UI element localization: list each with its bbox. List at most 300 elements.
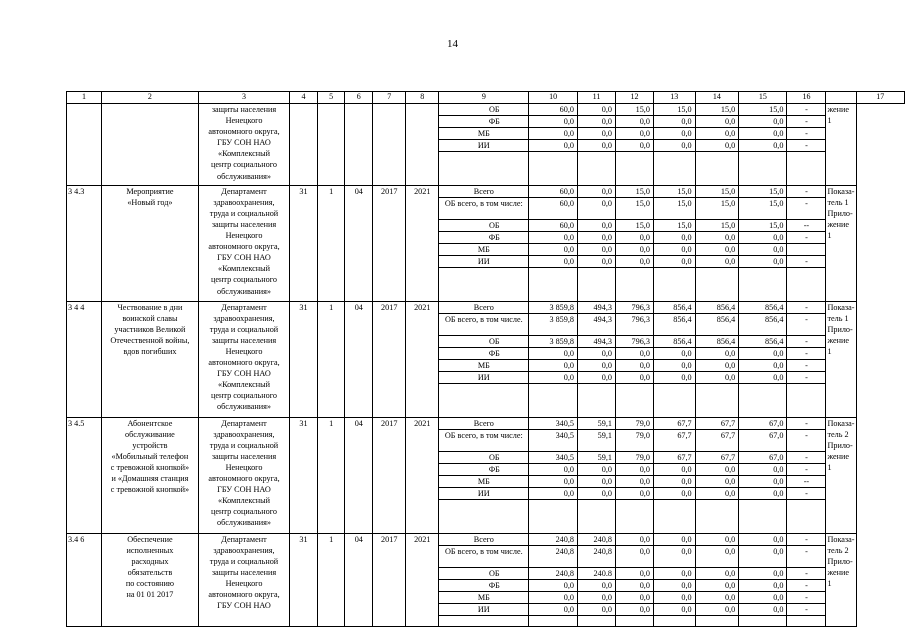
amount-cell: 0,0 (615, 567, 653, 579)
indicator-cell-line: Прило- (827, 208, 853, 218)
amount-cell: 0,0 (653, 232, 695, 244)
table-row (67, 533, 905, 545)
activity-name-cell-line: «Мобильный телефон (111, 451, 189, 461)
activity-name-cell (101, 185, 198, 301)
amount-cell: 494,3 (578, 313, 616, 335)
activity-name-cell-line: с тревожной кнопкой» (110, 462, 190, 472)
indicator-cell (826, 417, 856, 533)
mark-cell: - (787, 360, 826, 372)
amount-cell: 15,0 (653, 104, 695, 116)
funding-source-cell: ОБ (439, 219, 529, 231)
amount-cell: 0,0 (739, 604, 787, 616)
indicator-cell (826, 301, 856, 417)
mark-cell: - (787, 116, 826, 128)
executor-cell-line: здравоохранения, (213, 313, 275, 323)
funding-source-cell: ОБ всего, в том числе: (439, 429, 529, 451)
amount-cell: 0,0 (578, 592, 616, 604)
mark-cell: - (787, 417, 826, 429)
amount-cell: 0,0 (578, 232, 616, 244)
funding-source-cell: МБ (439, 244, 529, 256)
executor-cell-line: ГБУ СОН НАО (217, 601, 271, 611)
executor-cell-line: Ненецкого (225, 347, 263, 356)
amount-cell: 0,0 (529, 476, 578, 488)
code-cell-c8: 2021 (406, 533, 439, 627)
amount-cell: 15,0 (695, 219, 739, 231)
amount-cell: 0,0 (578, 140, 616, 152)
activity-code-cell (67, 104, 102, 186)
mark-cell: - (787, 313, 826, 335)
amount-cell: 0,0 (615, 140, 653, 152)
filler-cell (529, 500, 578, 533)
funding-source-cell: МБ (439, 128, 529, 140)
executor-cell (198, 417, 289, 533)
amount-cell: 0,0 (739, 567, 787, 579)
funding-source-cell: ОБ всего, в том числе. (439, 545, 529, 567)
amount-cell: 0,0 (615, 463, 653, 475)
funding-source-cell: ОБ (439, 335, 529, 347)
mark-cell: - (787, 592, 826, 604)
amount-cell: 0,0 (529, 116, 578, 128)
amount-cell: 15,0 (739, 219, 787, 231)
amount-cell: 0,0 (578, 256, 616, 268)
amount-cell: 0,0 (653, 579, 695, 591)
column-number-cell: 6 (345, 92, 373, 104)
amount-cell: 0,0 (529, 372, 578, 384)
amount-cell: 0,0 (578, 579, 616, 591)
amount-cell: 0,0 (578, 463, 616, 475)
funding-source-cell: ОБ (439, 451, 529, 463)
executor-cell-line: автономного округа, (208, 127, 280, 137)
mark-cell: - (787, 463, 826, 475)
executor-cell-line: обслуживания» (216, 286, 271, 296)
amount-cell: 0,0 (695, 232, 739, 244)
mark-cell: - (787, 301, 826, 313)
amount-cell: 0,0 (695, 488, 739, 500)
column-number-cell: 12 (615, 92, 653, 104)
indicator-cell-line: Прило- (827, 556, 853, 566)
activity-name-cell (101, 417, 198, 533)
funding-source-cell: ФБ (439, 116, 529, 128)
amount-cell: 0,0 (529, 256, 578, 268)
amount-cell: 0,0 (578, 372, 616, 384)
executor-cell (198, 185, 289, 301)
executor-cell (198, 533, 289, 627)
amount-cell: 856,4 (653, 335, 695, 347)
amount-cell: 796,3 (615, 301, 653, 313)
executor-cell-line: автономного округа, (208, 358, 280, 368)
amount-cell: 0,0 (695, 256, 739, 268)
code-cell-c7: 2017 (373, 533, 406, 627)
filler-cell (695, 384, 739, 417)
executor-cell-line: центр социального (211, 507, 277, 517)
amount-cell: 0,0 (529, 592, 578, 604)
executor-cell-line: «Комплексный (217, 264, 271, 274)
filler-cell (739, 616, 787, 627)
column-number-cell: 16 (787, 92, 826, 104)
column-number-cell: 3 (198, 92, 289, 104)
filler-cell (439, 268, 529, 301)
amount-cell: 15,0 (615, 219, 653, 231)
executor-cell-line: Ненецкого (225, 578, 263, 588)
executor-cell (198, 301, 289, 417)
column-number-cell: 1 (67, 92, 102, 104)
amount-cell: 15,0 (615, 185, 653, 197)
amount-cell: 494,3 (578, 301, 616, 313)
executor-cell-line: автономного округа, (208, 474, 280, 484)
amount-cell: 0,0 (739, 116, 787, 128)
amount-cell: 0,0 (739, 488, 787, 500)
amount-cell: 0,0 (615, 360, 653, 372)
filler-cell (578, 384, 616, 417)
funding-source-cell: Всего (439, 301, 529, 313)
executor-cell-line: обслуживания» (216, 402, 271, 412)
amount-cell: 0,0 (615, 604, 653, 616)
funding-source-cell: ОБ всего, в том числе: (439, 197, 529, 219)
indicator-cell (826, 533, 856, 627)
amount-cell: 0,0 (653, 604, 695, 616)
code-cell-c5: 1 (317, 301, 345, 417)
amount-cell: 0,0 (739, 140, 787, 152)
filler-cell (529, 384, 578, 417)
indicator-cell-line: Показа- (827, 186, 855, 196)
mark-cell: - (787, 197, 826, 219)
filler-cell (615, 500, 653, 533)
executor-cell-line: Ненецкого (225, 462, 263, 472)
code-cell-c7: 2017 (373, 301, 406, 417)
amount-cell: 0,0 (615, 579, 653, 591)
code-cell-c7 (373, 104, 406, 186)
filler-cell (615, 152, 653, 185)
amount-cell: 240,8 (578, 533, 616, 545)
code-cell-c4: 31 (290, 533, 318, 627)
amount-cell: 0,0 (578, 604, 616, 616)
filler-cell (787, 268, 826, 301)
code-cell-c6: 04 (345, 301, 373, 417)
funding-source-cell: ФБ (439, 463, 529, 475)
amount-cell: 3 859,8 (529, 313, 578, 335)
indicator-cell-line: Показа- (827, 418, 855, 428)
executor-cell-line: Департамент (221, 418, 267, 428)
code-cell-c8: 2021 (406, 417, 439, 533)
activity-name-cell (101, 104, 198, 186)
funding-source-cell: МБ (439, 476, 529, 488)
code-cell-c7: 2017 (373, 185, 406, 301)
mark-cell: - (787, 604, 826, 616)
amount-cell: 0,0 (529, 604, 578, 616)
executor-cell-line: «Комплексный (217, 380, 271, 390)
amount-cell: 0,0 (529, 244, 578, 256)
amount-cell: 67,0 (739, 429, 787, 451)
executor-cell-line: Ненецкого (225, 231, 263, 241)
activity-code-cell: 3 4.5 (67, 417, 102, 533)
amount-cell: 0,0 (653, 545, 695, 567)
amount-cell: 0,0 (653, 476, 695, 488)
code-cell-c5: 1 (317, 533, 345, 627)
amount-cell: 0,0 (578, 116, 616, 128)
funding-source-cell: ОБ (439, 104, 529, 116)
activity-name-cell-line: воинской славы (122, 313, 178, 323)
amount-cell: 0,0 (615, 592, 653, 604)
activity-name-cell-line: Отечественной войны, (110, 335, 190, 345)
filler-cell (578, 152, 616, 185)
table-row (67, 417, 905, 429)
indicator-cell-line: тель 1 (827, 197, 849, 207)
amount-cell: 0,0 (695, 545, 739, 567)
amount-cell: 0,0 (739, 244, 787, 256)
amount-cell: 0,0 (615, 488, 653, 500)
filler-cell (439, 500, 529, 533)
funding-source-cell: ФБ (439, 348, 529, 360)
code-cell-c6: 04 (345, 533, 373, 627)
column-number-cell: 13 (653, 92, 695, 104)
amount-cell: 60,0 (529, 197, 578, 219)
filler-cell (787, 616, 826, 627)
filler-cell (439, 384, 529, 417)
activity-name-cell (101, 301, 198, 417)
code-cell-c5: 1 (317, 185, 345, 301)
amount-cell: 0,0 (739, 360, 787, 372)
funding-source-cell: ИИ (439, 372, 529, 384)
mark-cell: -- (787, 219, 826, 231)
filler-cell (615, 384, 653, 417)
activity-name-cell-line: и «Домашняя станция (111, 474, 189, 484)
amount-cell: 0,0 (615, 116, 653, 128)
amount-cell: 856,4 (695, 313, 739, 335)
amount-cell: 0,0 (615, 256, 653, 268)
executor-cell-line: защиты населения (211, 567, 277, 577)
amount-cell: 3 859,8 (529, 335, 578, 347)
activity-name-cell-line: Чествование в дни (117, 302, 183, 312)
table-row (67, 104, 905, 116)
filler-cell (739, 500, 787, 533)
amount-cell: 67,0 (739, 451, 787, 463)
amount-cell: 0,0 (695, 360, 739, 372)
amount-cell: 240,8 (529, 567, 578, 579)
code-cell-c6: 04 (345, 185, 373, 301)
amount-cell: 67,7 (653, 429, 695, 451)
amount-cell: 0,0 (739, 545, 787, 567)
amount-cell: 0,0 (578, 219, 616, 231)
amount-cell: 0,0 (578, 488, 616, 500)
amount-cell: 15,0 (653, 185, 695, 197)
amount-cell: 79,0 (615, 451, 653, 463)
amount-cell: 0,0 (695, 604, 739, 616)
filler-cell (439, 152, 529, 185)
mark-cell: - (787, 372, 826, 384)
funding-source-cell: ИИ (439, 604, 529, 616)
amount-cell: 240,8 (578, 545, 616, 567)
amount-cell: 0,0 (653, 116, 695, 128)
executor-cell-line: здравоохранения, (213, 429, 275, 439)
amount-cell: 240,8 (529, 545, 578, 567)
mark-cell: - (787, 533, 826, 545)
column-number-cell: 17 (856, 92, 904, 104)
amount-cell: 0,0 (653, 128, 695, 140)
funding-source-cell: МБ (439, 592, 529, 604)
amount-cell: 15,0 (615, 104, 653, 116)
amount-cell: 0,0 (653, 463, 695, 475)
executor-cell-line: здравоохранения, (213, 197, 275, 207)
indicator-cell (826, 104, 856, 186)
amount-cell: 0,0 (739, 463, 787, 475)
activity-code-cell: 3.4 6 (67, 533, 102, 627)
funding-source-cell: ИИ (439, 140, 529, 152)
funding-source-cell: Всего (439, 533, 529, 545)
amount-cell: 60,0 (529, 185, 578, 197)
amount-cell: 0,0 (615, 232, 653, 244)
code-cell-c4 (290, 104, 318, 186)
amount-cell: 340,5 (529, 417, 578, 429)
amount-cell: 0,0 (615, 372, 653, 384)
code-cell-c4: 31 (290, 185, 318, 301)
filler-cell (653, 152, 695, 185)
filler-cell (529, 616, 578, 627)
column-number-cell: 11 (578, 92, 616, 104)
activity-name-cell-line: по состоянию (125, 578, 174, 588)
indicator-cell-line: тель 2 (827, 429, 849, 439)
amount-cell: 0,0 (695, 533, 739, 545)
column-number-cell: 5 (317, 92, 345, 104)
amount-cell: 0,0 (578, 104, 616, 116)
amount-cell: 0,0 (529, 463, 578, 475)
code-cell-c5 (317, 104, 345, 186)
executor-cell-line: труда и социальной (209, 556, 279, 566)
executor-cell (198, 104, 289, 186)
indicator-cell-line: жение 1 (827, 105, 850, 126)
mark-cell: - (787, 545, 826, 567)
funding-source-cell: Всего (439, 417, 529, 429)
mark-cell: - (787, 567, 826, 579)
mark-cell: - (787, 232, 826, 244)
executor-cell-line: труда и социальной (209, 324, 279, 334)
activity-name-cell-line: Обеспечение (127, 534, 173, 544)
amount-cell: 15,0 (653, 219, 695, 231)
mark-cell: - (787, 140, 826, 152)
filler-cell (787, 384, 826, 417)
amount-cell: 15,0 (615, 197, 653, 219)
amount-cell: 0,0 (529, 360, 578, 372)
column-number-cell: 9 (439, 92, 529, 104)
amount-cell: 0,0 (695, 567, 739, 579)
column-number-cell: 8 (406, 92, 439, 104)
funding-source-cell: ФБ (439, 232, 529, 244)
funding-source-cell: ОБ (439, 567, 529, 579)
amount-cell: 0,0 (653, 140, 695, 152)
activity-name-cell-line: устройств (132, 440, 168, 450)
indicator-cell-line: жение 1 (827, 219, 850, 241)
amount-cell: 0,0 (653, 592, 695, 604)
amount-cell: 0,0 (653, 372, 695, 384)
amount-cell: 0,0 (695, 592, 739, 604)
executor-cell-line: Департамент (221, 186, 267, 196)
filler-cell (695, 152, 739, 185)
executor-cell-line: обслуживания» (216, 171, 271, 181)
indicator-cell (826, 185, 856, 301)
amount-cell: 240,8 (529, 533, 578, 545)
amount-cell: 0,0 (653, 488, 695, 500)
amount-cell: 494,3 (578, 335, 616, 347)
executor-cell-line: защиты населения (211, 451, 277, 461)
filler-cell (653, 384, 695, 417)
table-header-row (67, 92, 905, 104)
indicator-cell-line: Прило- (827, 324, 853, 334)
amount-cell: 796,3 (615, 335, 653, 347)
amount-cell: 0,0 (578, 128, 616, 140)
table-row (67, 301, 905, 313)
executor-cell-line: Департамент (221, 302, 267, 312)
amount-cell: 0,0 (695, 128, 739, 140)
amount-cell: 15,0 (739, 104, 787, 116)
mark-cell: - (787, 128, 826, 140)
activity-name-cell-line: обязательств (127, 567, 173, 577)
mark-cell: - (787, 429, 826, 451)
amount-cell: 60,0 (529, 104, 578, 116)
mark-cell: - (787, 104, 826, 116)
mark-cell: - (787, 256, 826, 268)
executor-cell-line: ГБУ СОН НАО (217, 485, 271, 495)
mark-cell: - (787, 335, 826, 347)
code-cell-c8: 2021 (406, 185, 439, 301)
amount-cell: 0,0 (695, 140, 739, 152)
column-number-cell: 10 (529, 92, 578, 104)
amount-cell: 0,0 (739, 579, 787, 591)
amount-cell: 0,0 (615, 348, 653, 360)
filler-cell (578, 616, 616, 627)
amount-cell: 15,0 (653, 197, 695, 219)
amount-cell: 0,0 (653, 360, 695, 372)
program-activities-table (66, 91, 905, 627)
executor-cell-line: Департамент (221, 534, 267, 544)
executor-cell-line: обслуживания» (216, 518, 271, 528)
executor-cell-line: ГБУ СОН НАО (217, 369, 271, 379)
amount-cell: 79,0 (615, 429, 653, 451)
amount-cell: 0,0 (739, 476, 787, 488)
activity-name-cell-line: исполненных (126, 545, 174, 555)
amount-cell: 3 859,8 (529, 301, 578, 313)
amount-cell: 0,0 (615, 545, 653, 567)
executor-cell-line: Ненецкого (225, 116, 263, 126)
code-cell-c6: 04 (345, 417, 373, 533)
executor-cell-line: «Комплексный (217, 149, 271, 159)
activity-name-cell (101, 533, 198, 627)
activity-name-cell-line: «Новый год» (127, 197, 173, 207)
column-number-cell (826, 92, 856, 104)
filler-cell (787, 152, 826, 185)
page-number: 14 (447, 38, 458, 50)
amount-cell: 15,0 (739, 185, 787, 197)
amount-cell: 0,0 (695, 116, 739, 128)
table-row (67, 185, 905, 197)
filler-cell (739, 268, 787, 301)
executor-cell-line: ГБУ СОН НАО (217, 138, 271, 148)
amount-cell: 0,0 (578, 197, 616, 219)
amount-cell: 0,0 (615, 128, 653, 140)
activity-name-cell-line: вдов погибших (123, 347, 177, 356)
funding-source-cell: ФБ (439, 579, 529, 591)
amount-cell: 0,0 (578, 348, 616, 360)
mark-cell (787, 244, 826, 256)
filler-cell (739, 384, 787, 417)
filler-cell (578, 268, 616, 301)
filler-cell (653, 500, 695, 533)
amount-cell: 0,0 (653, 256, 695, 268)
executor-cell-line: ГБУ СОН НАО (217, 253, 271, 263)
amount-cell: 0,0 (529, 348, 578, 360)
amount-cell: 67,7 (695, 417, 739, 429)
column-number-cell: 7 (373, 92, 406, 104)
filler-cell (695, 500, 739, 533)
amount-cell: 0,0 (739, 372, 787, 384)
